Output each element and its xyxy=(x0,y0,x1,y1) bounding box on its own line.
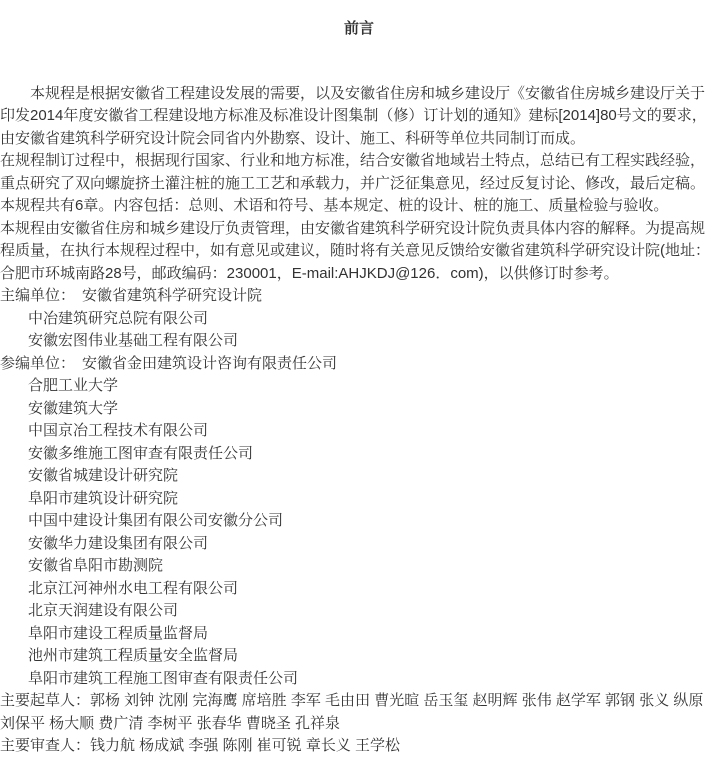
participants-unit-item: 北京天润建设有限公司 xyxy=(28,602,179,619)
participants-unit-item: 安徽省阜阳市勘测院 xyxy=(28,557,164,574)
participants-unit-item: 安徽省城建设计研究院 xyxy=(28,467,179,484)
chief-editor-unit-item: 中冶建筑研究总院有限公司 xyxy=(28,309,209,327)
participants-unit-item: 合肥工业大学 xyxy=(28,377,119,394)
participants-unit-item: 池州市建筑工程质量安全监督局 xyxy=(28,647,239,664)
page-title: 前言 xyxy=(343,20,374,37)
participants-unit-item: 安徽多维施工图审查有限责任公司 xyxy=(28,444,254,462)
participants-unit-item: 中国中建设计集团有限公司安徽分公司 xyxy=(28,512,284,529)
drafters-label: 主要起草人： xyxy=(0,692,91,709)
participants-unit-item: 安徽建筑大学 xyxy=(28,399,119,417)
participants-unit-item: 安徽华力建设集团有限公司 xyxy=(28,534,209,552)
paragraph-management: 本规程由安徽省住房和城乡建设厅负责管理，由安徽省建筑科学研究设计院负责具体内容的解释。为提高规程质量，在执行本规程过程中，如有意见或建议，随时将有关意见反馈给安徽省建筑科学研究设计院(地址：合肥市环城南路28号，邮政编码：230001，E-mail:AHJKDJ@126．com)，以供修订时参考。 xyxy=(0,219,711,282)
participants-section xyxy=(0,353,718,691)
participants-first-unit: 安徽省金田建筑设计咨询有限责任公司 xyxy=(82,354,338,372)
chief-editor-first-unit: 安徽省建筑科学研究设计院 xyxy=(82,287,263,304)
chief-editor-section xyxy=(0,285,718,353)
paragraph-chapters: 本规程共有6章。内容包括：总则、术语和符号、基本规定、桩的设计、桩的施工、质量检验与验收。 xyxy=(0,197,669,214)
participants-unit-item: 阜阳市建设工程质量监督局 xyxy=(28,624,209,642)
chief-editor-unit-list xyxy=(0,308,718,353)
participants-unit-item: 中国京冶工程技术有限公司 xyxy=(28,422,209,439)
chief-editor-first-line xyxy=(0,285,718,308)
reviewers-line xyxy=(0,735,718,758)
participants-unit-item: 阜阳市建筑设计研究院 xyxy=(28,489,179,507)
drafters-names: 郭杨 刘钟 沈刚 完海鹰 席培胜 李军 毛由田 曹光暄 岳玉玺 赵明辉 张伟 赵学军 郭钢 张义 纵原 刘保平 杨大顺 费广清 李树平 张春华 曹晓圣 孔祥泉 xyxy=(0,692,704,732)
participants-unit-item: 阜阳市建筑工程施工图审查有限责任公司 xyxy=(28,669,299,687)
reviewers-names: 钱力航 杨成斌 李强 陈刚 崔可锐 章长义 王学松 xyxy=(90,737,401,754)
paragraph-basis: 本规程是根据安徽省工程建设发展的需要，以及安徽省住房和城乡建设厅《安徽省住房城乡建设厅关于印发2014年度安徽省工程建设地方标准及标准设计图集制（修）订计划的通知》建标[2014]80号文的要求，由安徽省建筑科学研究设计院会同省内外勘察、设计、施工、科研等单位共同制订而成。 xyxy=(0,84,707,147)
participants-first-line xyxy=(0,353,718,376)
participants-label: 参编单位： xyxy=(0,354,76,372)
drafters-line xyxy=(0,690,718,735)
chief-editor-unit-item: 安徽宏图伟业基础工程有限公司 xyxy=(28,332,239,349)
chief-editor-label: 主编单位： xyxy=(0,287,76,304)
participants-unit-list xyxy=(0,375,718,690)
reviewers-label: 主要审查人： xyxy=(0,737,91,754)
paragraph-process: 在规程制订过程中，根据现行国家、行业和地方标准，结合安徽省地域岩土特点，总结已有工程实践经验，重点研究了双向螺旋挤土灌注桩的施工工艺和承载力，并广泛征集意见，经过反复讨论、修改，最后定稿。 xyxy=(0,152,706,192)
participants-unit-item: 北京江河神州水电工程有限公司 xyxy=(28,579,239,597)
